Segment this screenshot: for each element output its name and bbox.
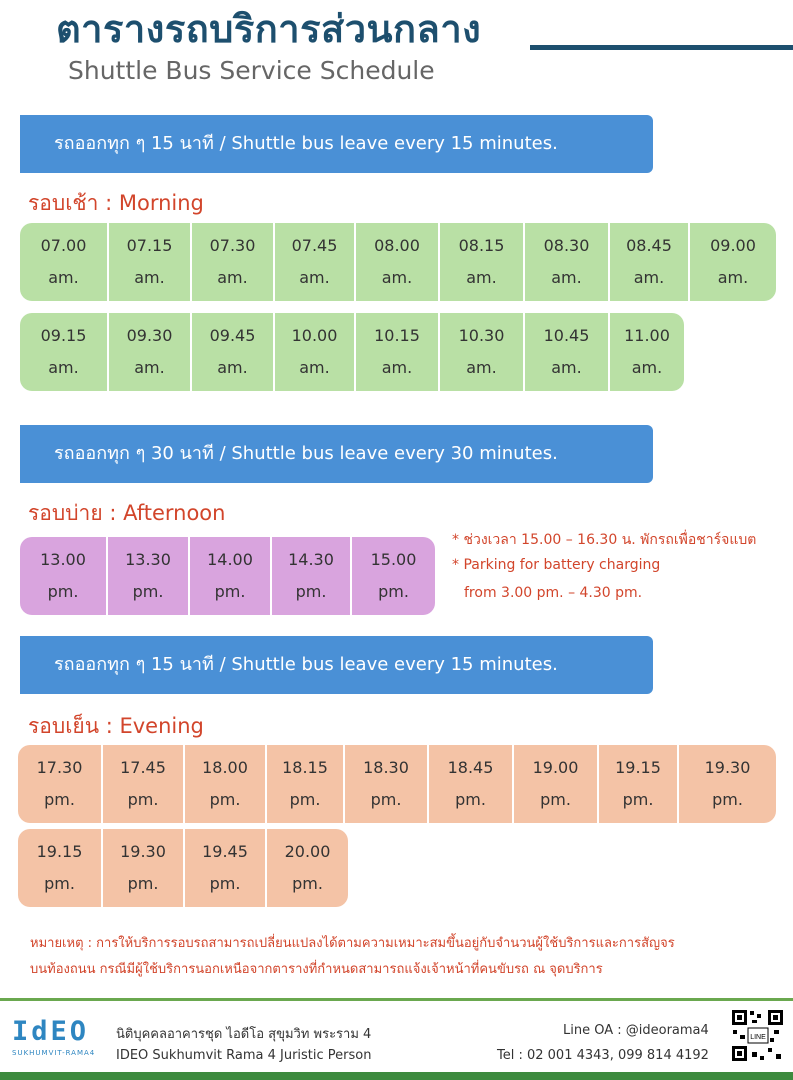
time-value: 09.30: [126, 326, 173, 345]
page-title-english: Shuttle Bus Service Schedule: [68, 56, 435, 85]
time-slot: [690, 223, 776, 301]
time-slot: [599, 745, 679, 823]
evening-row-2: [18, 829, 348, 907]
time-slot: [192, 223, 275, 301]
time-slot: [345, 745, 429, 823]
org-name-english: IDEO Sukhumvit Rama 4 Juristic Person: [116, 1048, 372, 1063]
time-slot: [356, 313, 440, 391]
afternoon-label: รอบบ่าย : Afternoon: [28, 501, 226, 525]
time-period: pm.: [622, 790, 654, 809]
time-value: 10.15: [374, 326, 420, 345]
time-period: pm.: [44, 790, 75, 809]
time-value: 07.15: [126, 236, 173, 255]
battery-note-english: * Parking for battery charging: [452, 557, 661, 573]
time-value: 19.15: [615, 758, 661, 777]
time-period: am.: [631, 358, 663, 377]
time-period: am.: [299, 268, 330, 287]
time-value: 19.15: [36, 842, 83, 861]
time-value: 19.30: [704, 758, 751, 777]
time-slot: [356, 223, 440, 301]
time-period: pm.: [132, 582, 164, 601]
time-period: pm.: [209, 790, 241, 809]
time-value: 13.30: [125, 550, 171, 569]
time-slot: [103, 745, 185, 823]
time-value: 18.00: [202, 758, 248, 777]
morning-label: รอบเช้า : Morning: [28, 191, 204, 215]
time-period: pm.: [127, 790, 159, 809]
remark-line-1: หมายเหตุ : การให้บริการรอบรถสามารถเปลี่ยนแปลงได้ตามความเหมาะสมขึ้นอยู่กับจำนวนผู้ใช้บริการและการสัญจร: [30, 936, 675, 951]
time-period: am.: [466, 358, 497, 377]
time-period: am.: [299, 358, 330, 377]
time-slot: [525, 313, 610, 391]
time-period: am.: [381, 268, 413, 287]
time-period: pm.: [378, 582, 409, 601]
time-slot: [440, 313, 525, 391]
time-value: 10.45: [543, 326, 590, 345]
ideo-logo: IdEO: [12, 1016, 90, 1047]
time-period: pm.: [455, 790, 486, 809]
time-value: 18.15: [282, 758, 328, 777]
time-value: 11.00: [624, 326, 670, 345]
time-slot: [108, 537, 190, 615]
time-period: pm.: [295, 582, 327, 601]
time-period: pm.: [209, 874, 241, 893]
time-period: am.: [466, 268, 497, 287]
time-period: am.: [217, 268, 248, 287]
battery-note-thai: * ช่วงเวลา 15.00 – 16.30 น. พักรถเพื่อชาร์จแบต: [452, 532, 757, 548]
time-period: am.: [48, 358, 79, 377]
evening-label: รอบเย็น : Evening: [28, 714, 204, 738]
time-value: 17.45: [120, 758, 166, 777]
time-period: am.: [134, 358, 165, 377]
time-value: 07.30: [209, 236, 256, 255]
time-slot: [440, 223, 525, 301]
time-slot: [610, 223, 690, 301]
time-value: 10.00: [291, 326, 338, 345]
morning-row-1: [20, 223, 776, 301]
time-value: 17.30: [36, 758, 83, 777]
time-value: 08.00: [374, 236, 420, 255]
time-slot: [267, 829, 348, 907]
time-slot: [272, 537, 352, 615]
time-value: 18.30: [363, 758, 409, 777]
time-period: pm.: [289, 790, 321, 809]
qr-line-label: LINE: [750, 1034, 766, 1041]
afternoon-row-1: [20, 537, 435, 615]
footer-divider: [0, 998, 793, 1001]
time-value: 19.45: [202, 842, 248, 861]
time-value: 18.45: [447, 758, 494, 777]
time-slot: [275, 313, 356, 391]
evening-row-1: [18, 745, 776, 823]
time-slot: [525, 223, 610, 301]
time-slot: [679, 745, 776, 823]
time-slot: [18, 745, 103, 823]
time-value: 19.00: [532, 758, 579, 777]
time-period: pm.: [540, 790, 571, 809]
time-period: pm.: [712, 790, 743, 809]
time-slot: [514, 745, 599, 823]
time-slot: [192, 313, 275, 391]
time-slot: [185, 829, 267, 907]
time-slot: [103, 829, 185, 907]
time-period: am.: [48, 268, 79, 287]
time-period: pm.: [214, 582, 246, 601]
time-period: pm.: [370, 790, 402, 809]
time-period: am.: [381, 358, 413, 377]
time-slot: [20, 223, 109, 301]
afternoon-frequency-banner: รถออกทุก ๆ 30 นาที / Shuttle bus leave every 30 minutes.: [20, 425, 653, 483]
time-value: 07.00: [40, 236, 87, 255]
time-value: 14.00: [207, 550, 253, 569]
time-period: am.: [633, 268, 665, 287]
time-period: pm.: [44, 874, 75, 893]
time-slot: [610, 313, 684, 391]
time-value: 14.30: [288, 550, 334, 569]
time-value: 15.00: [370, 550, 417, 569]
time-value: 10.30: [458, 326, 505, 345]
time-value: 08.15: [458, 236, 505, 255]
time-value: 20.00: [284, 842, 331, 861]
morning-row-2: [20, 313, 684, 391]
evening-frequency-banner: รถออกทุก ๆ 15 นาที / Shuttle bus leave every 15 minutes.: [20, 636, 653, 694]
time-period: am.: [717, 268, 749, 287]
time-value: 19.30: [120, 842, 166, 861]
morning-frequency-banner: รถออกทุก ๆ 15 นาที / Shuttle bus leave every 15 minutes.: [20, 115, 653, 173]
time-period: am.: [551, 358, 582, 377]
time-period: pm.: [127, 874, 159, 893]
time-value: 09.15: [40, 326, 87, 345]
time-value: 08.45: [626, 236, 672, 255]
time-slot: [109, 313, 192, 391]
time-period: pm.: [47, 582, 79, 601]
time-slot: [352, 537, 435, 615]
time-period: am.: [134, 268, 165, 287]
time-slot: [20, 537, 108, 615]
time-value: 09.00: [710, 236, 756, 255]
bottom-band: [0, 1072, 793, 1080]
time-value: 09.45: [209, 326, 256, 345]
time-period: am.: [217, 358, 248, 377]
time-slot: [185, 745, 267, 823]
time-value: 13.00: [40, 550, 86, 569]
ideo-logo-subtitle: SUKHUMVIT-RAMA4: [12, 1049, 96, 1057]
time-slot: [190, 537, 272, 615]
phone-contact: Tel : 02 001 4343, 099 814 4192: [497, 1048, 709, 1063]
time-slot: [109, 223, 192, 301]
title-divider: [530, 45, 793, 50]
remark-line-2: บนท้องถนน กรณีมีผู้ใช้บริการนอกเหนือจากตารางที่กำหนดสามารถแจ้งเจ้าหน้าที่คนขับรถ ณ จุดบริการ: [30, 962, 603, 977]
line-oa-contact: Line OA : @ideorama4: [563, 1023, 709, 1038]
time-slot: [275, 223, 356, 301]
time-value: 08.30: [543, 236, 590, 255]
time-slot: [429, 745, 514, 823]
time-slot: [267, 745, 345, 823]
battery-note-time: from 3.00 pm. – 4.30 pm.: [464, 585, 643, 601]
time-slot: [20, 313, 109, 391]
time-value: 07.45: [291, 236, 338, 255]
org-name-thai: นิติบุคคลอาคารชุด ไอดีโอ สุขุมวิท พระราม 4: [116, 1027, 372, 1042]
time-period: pm.: [292, 874, 323, 893]
page-title-thai: ตารางรถบริการส่วนกลาง: [56, 7, 482, 51]
line-qr-code-icon[interactable]: [730, 1008, 785, 1063]
time-slot: [18, 829, 103, 907]
time-period: am.: [551, 268, 582, 287]
